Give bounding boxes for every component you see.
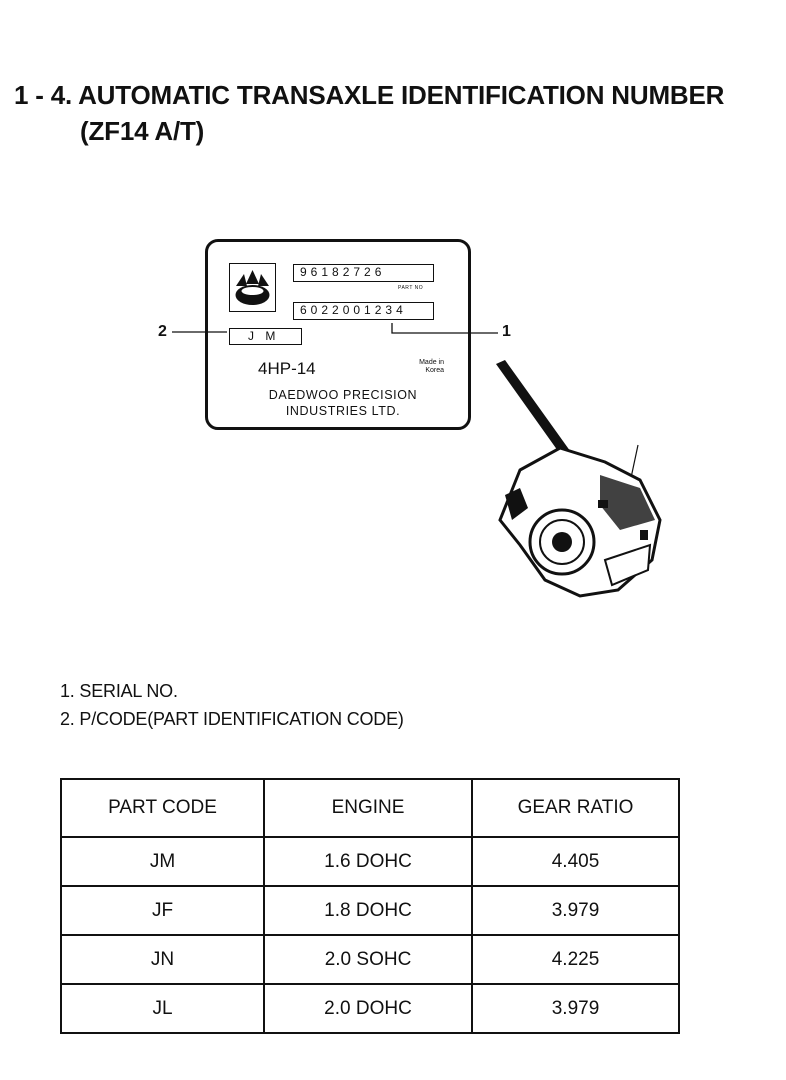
legend-notes bbox=[60, 677, 404, 733]
cell-part-code: JF bbox=[61, 886, 264, 935]
cell-part-code: JM bbox=[61, 837, 264, 886]
header-part-code: PART CODE bbox=[61, 779, 264, 837]
cell-part-code: JN bbox=[61, 935, 264, 984]
callout-2: 2 bbox=[158, 323, 167, 340]
serial-number-box: 6022001234 bbox=[293, 302, 434, 320]
callout-1: 1 bbox=[502, 323, 511, 340]
cell-engine: 1.6 DOHC bbox=[264, 837, 472, 886]
header-engine: ENGINE bbox=[264, 779, 472, 837]
part-code-box: J M bbox=[229, 328, 302, 345]
page-subtitle: (ZF14 A/T) bbox=[80, 116, 205, 146]
header-gear-ratio: GEAR RATIO bbox=[472, 779, 679, 837]
model-number: 4HP-14 bbox=[258, 359, 316, 378]
cell-engine: 2.0 DOHC bbox=[264, 984, 472, 1033]
country-text: Korea bbox=[425, 367, 444, 374]
note-serial: 1. SERIAL NO. bbox=[60, 681, 178, 701]
table-row bbox=[61, 837, 679, 886]
cell-gear-ratio: 3.979 bbox=[472, 886, 679, 935]
table-row bbox=[61, 935, 679, 984]
made-in-text: Made in bbox=[419, 359, 444, 366]
part-code-table bbox=[60, 778, 680, 1034]
part-number-box: 96182726 bbox=[293, 264, 434, 282]
part-number-label: PART NO bbox=[398, 285, 424, 291]
cell-gear-ratio: 4.225 bbox=[472, 935, 679, 984]
cell-engine: 1.8 DOHC bbox=[264, 886, 472, 935]
page-title: 1 - 4. AUTOMATIC TRANSAXLE IDENTIFICATION NUMBER bbox=[14, 80, 725, 110]
note-pcode: 2. P/CODE(PART IDENTIFICATION CODE) bbox=[60, 709, 404, 729]
cell-part-code: JL bbox=[61, 984, 264, 1033]
table-row bbox=[61, 886, 679, 935]
table-header-row bbox=[61, 779, 679, 837]
company-line-1: DAEDWOO PRECISION bbox=[268, 388, 418, 402]
transaxle-illustration bbox=[496, 360, 660, 596]
callout-1-leader bbox=[392, 323, 498, 333]
cell-gear-ratio: 3.979 bbox=[472, 984, 679, 1033]
cell-engine: 2.0 SOHC bbox=[264, 935, 472, 984]
company-line-2: INDUSTRIES LTD. bbox=[285, 404, 401, 418]
table-row bbox=[61, 984, 679, 1033]
cell-gear-ratio: 4.405 bbox=[472, 837, 679, 886]
